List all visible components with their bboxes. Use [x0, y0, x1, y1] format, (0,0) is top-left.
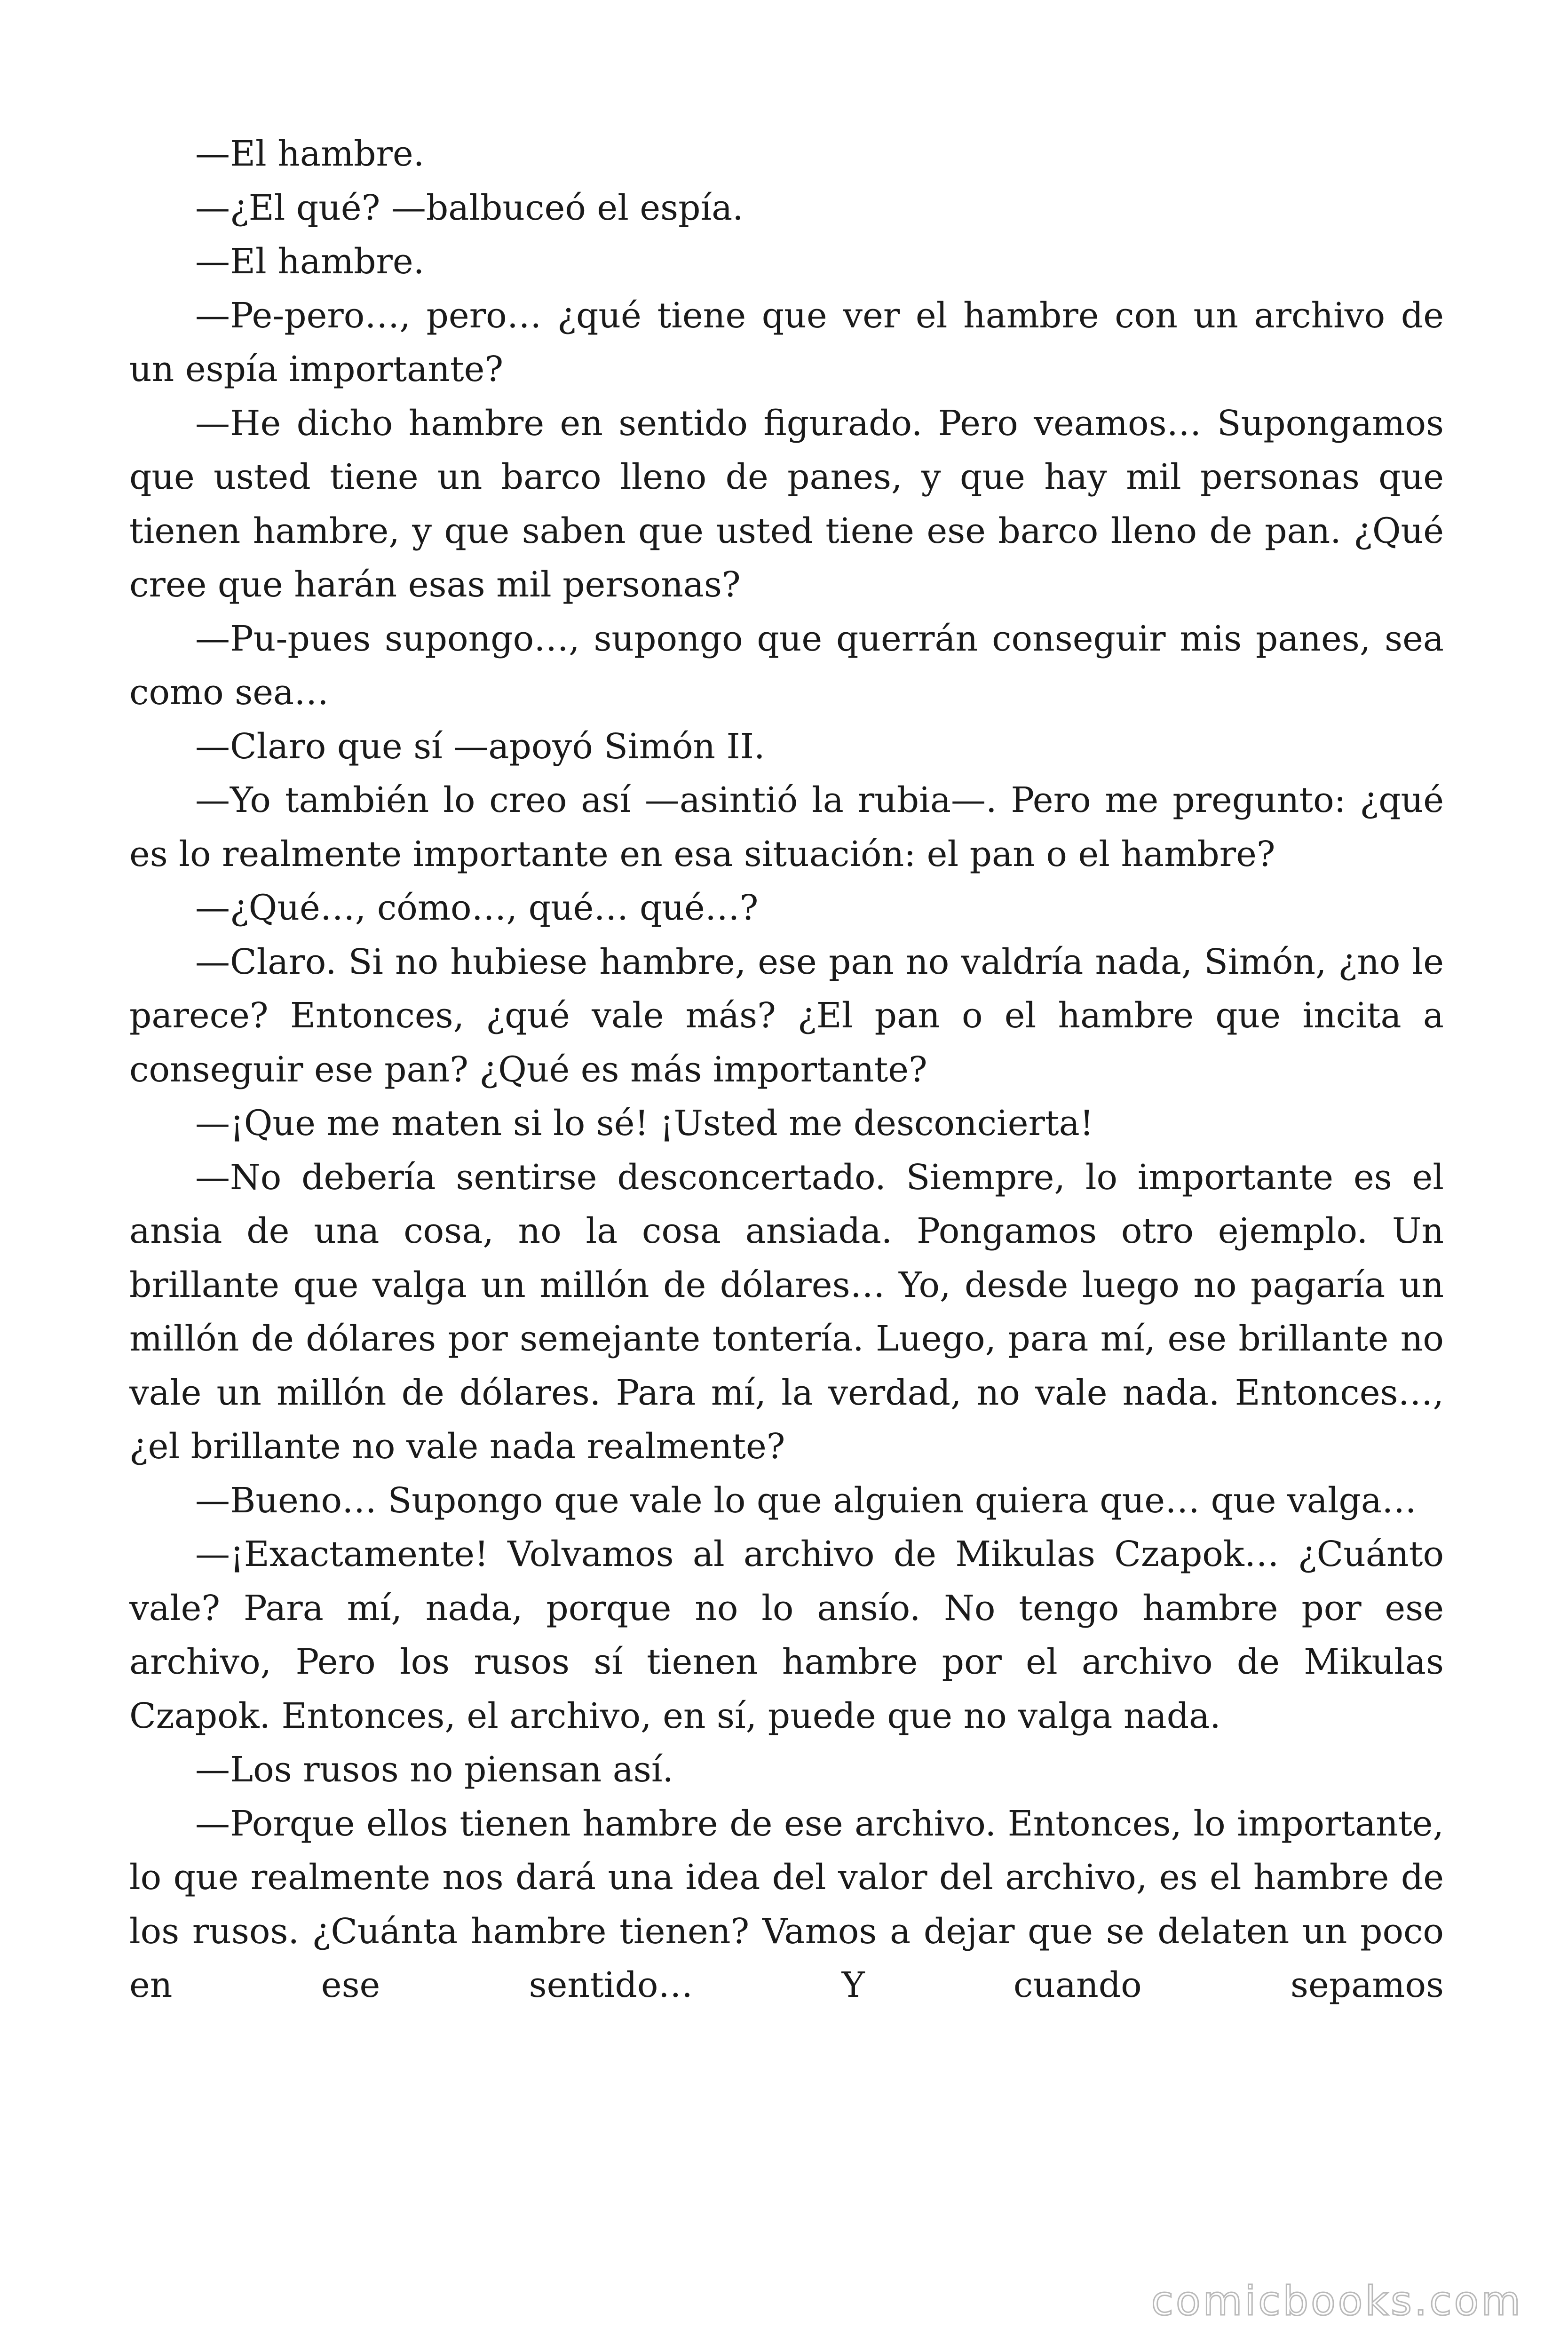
paragraph: —Claro que sí —apoyó Simón II.: [195, 726, 765, 767]
paragraph: —Pu-pues supongo…, supongo que querrán conseguir mis panes, sea como sea…: [129, 618, 1444, 713]
paragraph: —No debería sentirse desconcertado. Siempre, lo importante es el ansia de una cosa, no la cosa ansiada. Pongamos otro ejemplo. Un brillante que valga un millón de dólares… Yo, desde luego no pagaría un millón de dólares por semejante tontería. Luego, para mí, ese brillante no vale un millón de dólares. Para mí, la verdad, no vale nada. Entonces…, ¿el brillante no vale nada realmente?: [129, 1157, 1444, 1467]
paragraph: —Bueno… Supongo que vale lo que alguien quiera que… que valga…: [195, 1480, 1417, 1521]
paragraph: —¡Exactamente! Volvamos al archivo de Mikulas Czapok… ¿Cuánto vale? Para mí, nada, porque no lo ansío. No tengo hambre por ese archivo, Pero los rusos sí tienen hambre por el archivo de Mikulas Czapok. Entonces, el archivo, en sí, puede que no valga nada.: [129, 1534, 1444, 1736]
paragraph: —El hambre.: [195, 241, 425, 282]
paragraph: —El hambre.: [195, 134, 425, 174]
paragraph: —Los rusos no piensan así.: [195, 1749, 674, 1790]
paragraph: —Yo también lo creo así —asintió la rubia—. Pero me pregunto: ¿qué es lo realmente importante en esa situación: el pan o el hambre?: [129, 780, 1444, 874]
paragraph: —¿Qué…, cómo…, qué… qué…?: [195, 888, 759, 928]
paragraph: —¿El qué? —balbuceó el espía.: [195, 187, 744, 228]
paragraph: —He dicho hambre en sentido figurado. Pero veamos… Supongamos que usted tiene un barco lleno de panes, y que hay mil personas que tienen hambre, y que saben que usted tiene ese barco lleno de pan. ¿Qué cree que harán esas mil personas?: [129, 403, 1444, 605]
book-page: [129, 127, 1444, 2012]
paragraph-continued: —Porque ellos tienen hambre de ese archivo. Entonces, lo importante, lo que realmente nos dará una idea del valor del archivo, es el hambre de los rusos. ¿Cuánta hambre tienen? Vamos a dejar que se delaten un poco en ese sentido… Y cuando sepamos: [129, 1803, 1444, 2005]
paragraph: —Pe-pero…, pero… ¿qué tiene que ver el hambre con un archivo de un espía importante?: [129, 295, 1444, 389]
watermark: comicbooks.com: [1151, 2278, 1523, 2325]
paragraph: —Claro. Si no hubiese hambre, ese pan no valdría nada, Simón, ¿no le parece? Entonces, ¿qué vale más? ¿El pan o el hambre que incita a conseguir ese pan? ¿Qué es más importante?: [129, 941, 1444, 1090]
paragraph: —¡Que me maten si lo sé! ¡Usted me desconcierta!: [195, 1103, 1094, 1144]
